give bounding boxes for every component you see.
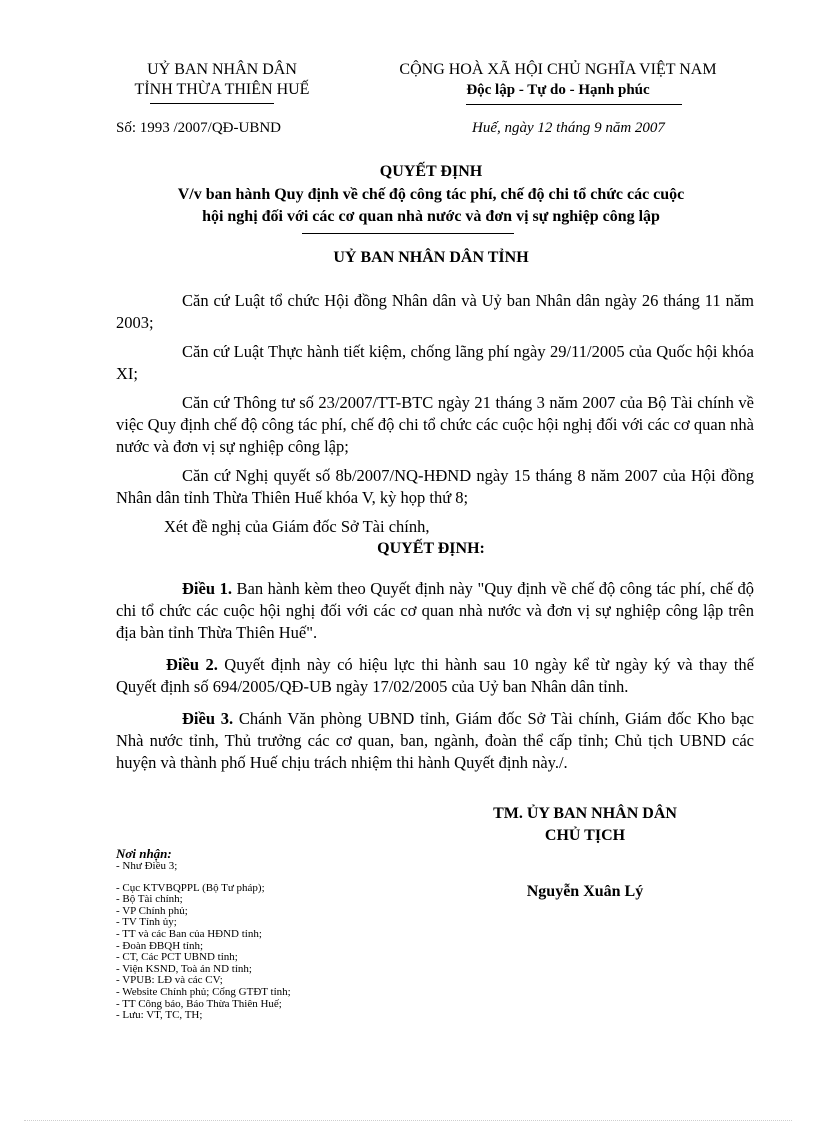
issuer-line-2: TỈNH THỪA THIÊN HUẾ [134,81,310,98]
list-item: - VPUB: LĐ và các CV; [116,974,223,987]
list-item: - Như Điều 3; [116,860,178,872]
page-bottom-divider [24,1120,792,1121]
article-text: Chánh Văn phòng UBND tỉnh, Giám đốc Sở Tài chính, Giám đốc Kho bạc Nhà nước tỉnh, Thủ trưởng các cơ quan, ban, ngành, đoàn thể cấp tỉnh; Chủ tịch UBND các huyện và thành phố Huế chịu trách nhiệm thi hành Quyết định này./. [116,709,755,772]
list-item: - Viện KSND, Toà án ND tỉnh; [116,962,252,975]
subtitle-underline [302,233,514,234]
preamble-item: Xét đề nghị của Giám đốc Sở Tài chính, [164,517,430,536]
list-item: - Bộ Tài chính; [116,893,183,906]
signer-name: Nguyễn Xuân Lý [526,883,644,900]
list-item: - VP Chính phủ; [116,904,188,917]
document-subtitle-line-2: hội nghị đối với các cơ quan nhà nước và đơn vị sự nghiệp công lập [202,208,660,225]
motto-underline [466,104,682,105]
issuer-header [108,60,336,100]
list-item: - TV Tỉnh ủy; [116,916,177,929]
list-item: - Đoàn ĐBQH tỉnh; [116,939,204,952]
article-1 [116,578,754,644]
document-number: Số: 1993 /2007/QĐ-UBND [116,120,282,136]
article-text: Quyết định này có hiệu lực thi hành sau 10 ngày kể từ ngày ký và thay thế Quyết định số 694/2005/QĐ-UB ngày 17/02/2005 của Uỷ ban Nhân dân tỉnh. [116,655,755,696]
preamble-item: Căn cứ Luật Thực hành tiết kiệm, chống lãng phí ngày 29/11/2005 của Quốc hội khóa XI; [116,342,754,383]
document-title: QUYẾT ĐỊNH [379,163,483,180]
preamble-item: Căn cứ Luật tổ chức Hội đồng Nhân dân và Uỷ ban Nhân dân ngày 26 tháng 11 năm 2003; [116,291,754,332]
signature-title: TM. ỦY BAN NHÂN DÂN [493,805,677,822]
signature-role: CHỦ TỊCH [544,827,626,844]
articles [116,578,754,784]
article-text: Ban hành kèm theo Quyết định này "Quy định về chế độ công tác phí, chế độ chi tổ chức các cuộc hội nghị đối với các cơ quan nhà nước và đơn vị sự nghiệp công lập trên địa bàn tỉnh Thừa Thiên Huế". [116,579,754,642]
article-3 [116,708,754,774]
national-title: CỘNG HOÀ XÃ HỘI CHỦ NGHĨA VIỆT NAM [399,61,717,78]
document-subtitle-line-1: V/v ban hành Quy định về chế độ công tác phí, chế độ chi tổ chức các cuộc [177,186,685,203]
list-item: - Cục KTVBQPPL (Bộ Tư pháp); [116,881,265,894]
preamble-item: Căn cứ Thông tư số 23/2007/TT-BTC ngày 21 tháng 3 năm 2007 của Bộ Tài chính về việc Quy định chế độ công tác phí, chế độ chi tổ chức các cuộc hội nghị đối với các cơ quan nhà nước và đơn vị sự nghiệp công lập; [116,393,754,456]
list-item: - Website Chính phủ; Cổng GTĐT tỉnh; [116,985,291,998]
article-2 [116,654,754,698]
document-date: Huế, ngày 12 tháng 9 năm 2007 [472,120,665,136]
article-label: Điều 3. [182,709,234,728]
issuer-underline [150,103,274,104]
national-motto: Độc lập - Tự do - Hạnh phúc [466,82,650,98]
issuing-body: UỶ BAN NHÂN DÂN TỈNH [333,249,529,266]
list-item: - TT Công báo, Báo Thừa Thiên Huế; [116,997,282,1010]
preamble [116,290,754,545]
article-label: Điều 1. [182,579,232,598]
article-label: Điều 2. [166,655,218,674]
recipients-title: Nơi nhận: [116,846,172,861]
list-item: - CT, Các PCT UBND tỉnh; [116,951,238,964]
preamble-item: Căn cứ Nghị quyết số 8b/2007/NQ-HĐND ngày 15 tháng 8 năm 2007 của Hội đồng Nhân dân tỉnh Thừa Thiên Huế khóa V, kỳ họp thứ 8; [116,466,754,507]
decision-heading: QUYẾT ĐỊNH: [377,540,485,557]
national-header [362,60,754,100]
list-item: - TT và các Ban của HĐND tỉnh; [116,927,262,940]
recipients-list [116,847,291,1022]
issuer-line-1: UỶ BAN NHÂN DÂN [147,61,297,78]
list-item: - Lưu: VT, TC, TH; [116,1009,203,1022]
